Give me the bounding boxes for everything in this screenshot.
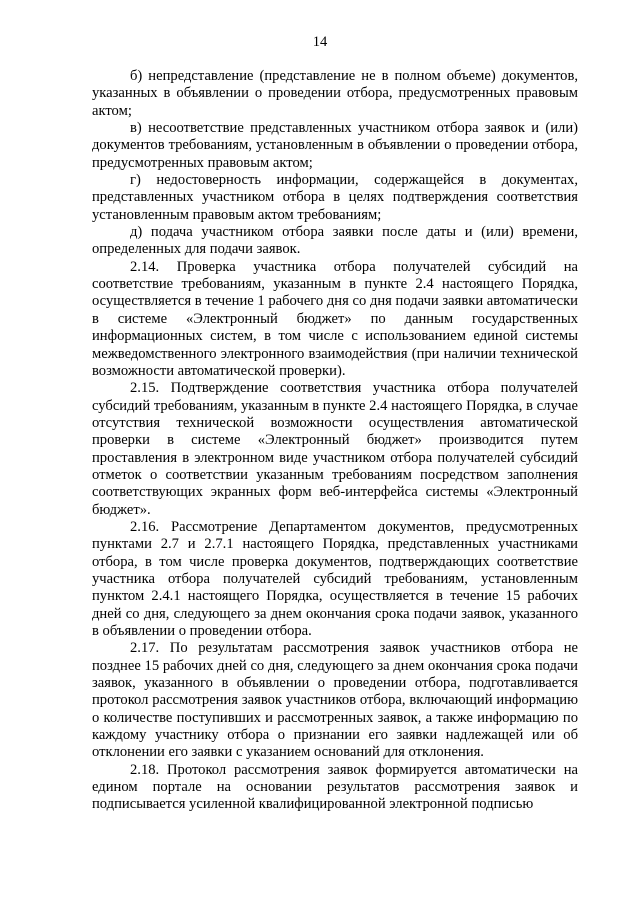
paragraph-2-17: 2.17. По результатам рассмотрения заявок участников отбора не позднее 15 рабочих дней со дня, следующего за днем окончания срока подачи заявок, указанного в объявлении о проведении отбора, подготавливается протокол рассмотрения заявок участников отбора, включающий информацию о количестве поступивших и рассмотренных заявок, а также информацию по каждому участнику отбора о признании его заявки надлежащей или об отклонении его заявки с указанием оснований для отклонения. bbox=[92, 640, 578, 761]
paragraph-2-15: 2.15. Подтверждение соответствия участника отбора получателей субсидий требованиям, указанным в пункте 2.4 настоящего Порядка, в случае отсутствия технической возможности осуществления автоматической проверки в системе «Электронный бюджет» производится путем проставления в электронном виде участником отбора получателей субсидий отметок о соответствии указанным требованиям посредством заполнения соответствующих экранных форм веб-интерфейса системы «Электронный бюджет». bbox=[92, 380, 578, 518]
paragraph-2-14: 2.14. Проверка участника отбора получателей субсидий на соответствие требованиям, указанным в пункте 2.4 настоящего Порядка, осуществляется в течение 1 рабочего дня со дня подачи заявки автоматически в системе «Электронный бюджет» по данным государственных информационных систем, в том числе с использованием единой системы межведомственного электронного взаимодействия (при наличии технической возможности автоматической проверки). bbox=[92, 258, 578, 379]
paragraph-b: б) непредставление (представление не в полном объеме) документов, указанных в объявлении о проведении отбора, предусмотренных правовым актом; bbox=[92, 68, 578, 119]
paragraph-d: д) подача участником отбора заявки после даты и (или) времени, определенных для подачи заявок. bbox=[92, 224, 578, 258]
paragraph-v: в) несоответствие представленных участником отбора заявок и (или) документов требованиям, установленным в объявлении о проведении отбора, предусмотренных правовым актом; bbox=[92, 120, 578, 171]
paragraph-g: г) недостоверность информации, содержащейся в документах, представленных участником отбора в целях подтверждения соответствия установленным правовым актом требованиям; bbox=[92, 172, 578, 223]
document-body bbox=[92, 68, 578, 814]
paragraph-2-18: 2.18. Протокол рассмотрения заявок формируется автоматически на едином портале на основании результатов рассмотрения заявок и подписывается усиленной квалифицированной электронной подписью bbox=[92, 761, 578, 813]
page-number: 14 bbox=[312, 34, 328, 50]
paragraph-2-16: 2.16. Рассмотрение Департаментом документов, предусмотренных пунктами 2.7 и 2.7.1 настоящего Порядка, представленных участниками отбора, в том числе проверка документов, подтверждающих соответствие участника отбора получателей субсидий требованиям, установленным пунктом 2.4.1 настоящего Порядка, осуществляется в течение 15 рабочих дней со дня, следующего за днем окончания срока подачи заявок, указанного в объявлении о проведении отбора. bbox=[92, 518, 578, 639]
